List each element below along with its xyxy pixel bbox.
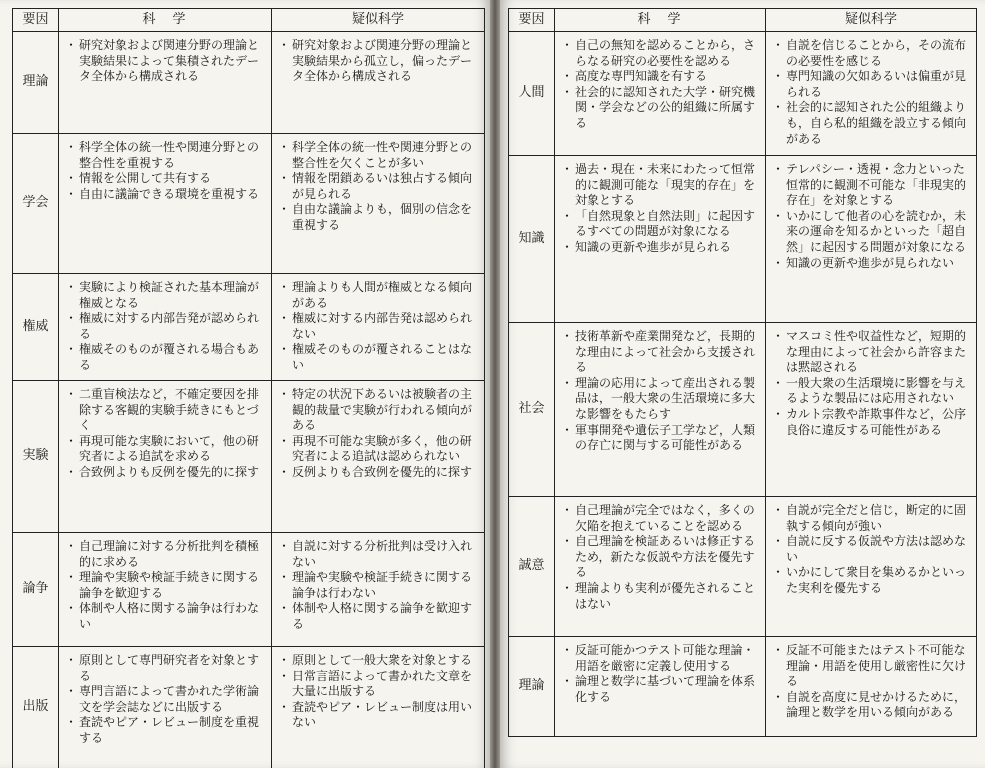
pseudo-science-cell <box>272 274 485 381</box>
bullet-item: ・ 反証可能かつテスト可能な理論・用語を厳密に定義し使用する <box>563 643 759 674</box>
factor-cell: 学会 <box>13 134 59 274</box>
bullet-item: ・ 理論よりも人間が権威となる傾向がある <box>280 280 478 311</box>
bullet-item: ・ 科学全体の統一性や関連分野との整合性を重視する <box>67 140 265 171</box>
bullet-item: ・ 理論よりも実利が優先されることはない <box>563 581 759 612</box>
pseudo-science-cell <box>272 134 485 274</box>
pseudo-science-cell <box>766 156 977 323</box>
table-row <box>13 533 485 647</box>
bullet-item: ・ 理論や実験や検証手続きに関する論争は行わない <box>280 570 478 601</box>
bullet-item: ・ 反証不可能またはテスト不可能な理論・用語を使用し厳密性に欠ける <box>774 643 970 690</box>
factor-cell: 実験 <box>13 381 59 533</box>
bullet-list <box>280 280 478 374</box>
science-cell <box>59 274 272 381</box>
bullet-item: ・ 体制や人格に関する論争は行わない <box>67 601 265 632</box>
bullet-item: ・ 再現可能な実験において，他の研究者による追試を求める <box>67 434 265 465</box>
bullet-item: ・ 再現不可能な実験が多く，他の研究者による追試は認められない <box>280 434 478 465</box>
bullet-item: ・ 合致例よりも反例を優先的に探す <box>67 465 265 481</box>
bullet-list <box>774 162 970 271</box>
header-factor: 要因 <box>509 9 555 32</box>
science-cell <box>59 647 272 768</box>
science-cell <box>59 533 272 647</box>
bullet-item: ・ 自己理論に対する分析批判を積極的に求める <box>67 539 265 570</box>
table-header-row <box>509 9 977 32</box>
bullet-item: ・ 知識の更新や進歩が見られる <box>563 240 759 256</box>
header-science: 科 学 <box>555 9 766 32</box>
bullet-item: ・ 研究対象および関連分野の理論と実験結果によって集積されたデータ全体から構成される <box>67 38 265 85</box>
bullet-list <box>67 539 265 633</box>
bullet-list <box>280 387 478 481</box>
pseudo-science-cell <box>766 637 977 737</box>
bullet-list <box>774 329 970 438</box>
bullet-list <box>67 387 265 481</box>
science-cell <box>555 32 766 156</box>
bullet-item: ・ 過去・現在・未来にわたって恒常的に観測可能な「現実的存在」を対象とする <box>563 162 759 209</box>
bullet-item: ・ 自己理論を検証あるいは修正するため，新たな仮説や方法を優先する <box>563 534 759 581</box>
table-row <box>509 156 977 323</box>
factor-cell: 誠意 <box>509 497 555 637</box>
bullet-item: ・ いかにして衆目を集めるかといった実利を優先する <box>774 565 970 596</box>
bullet-list <box>774 643 970 721</box>
bullet-item: ・ 技術革新や産業開発など，長期的な理由によって社会から支援される <box>563 329 759 376</box>
pseudo-science-cell <box>272 381 485 533</box>
bullet-item: ・ 自説を高度に見せかけるために，論理と数学を用いる傾向がある <box>774 690 970 721</box>
bullet-item: ・ 反例よりも合致例を優先的に探す <box>280 465 478 481</box>
science-cell <box>555 637 766 737</box>
bullet-item: ・ 軍事開発や遺伝子工学など，人類の存亡に関与する可能性がある <box>563 423 759 454</box>
bullet-item: ・ いかにして他者の心を読むか，未来の運命を知るかといった「超自然」に起因する問題が対象になる <box>774 209 970 256</box>
bullet-item: ・ 科学全体の統一性や関連分野との整合性を欠くことが多い <box>280 140 478 171</box>
bullet-list <box>280 140 478 234</box>
table-row <box>13 32 485 134</box>
bullet-item: ・ マスコミ性や収益性など，短期的な理由によって社会から許容または黙認される <box>774 329 970 376</box>
factor-cell: 出版 <box>13 647 59 768</box>
science-cell <box>59 32 272 134</box>
science-cell <box>555 497 766 637</box>
table-row <box>13 381 485 533</box>
bullet-list <box>774 38 970 147</box>
bullet-list <box>67 280 265 374</box>
bullet-item: ・ 実験により検証された基本理論が権威となる <box>67 280 265 311</box>
bullet-list <box>563 643 759 705</box>
bullet-item: ・ 情報を公開して共有する <box>67 171 265 187</box>
bullet-item: ・ 体制や人格に関する論争を歓迎する <box>280 601 478 632</box>
pseudo-science-cell <box>766 32 977 156</box>
bullet-list <box>563 162 759 256</box>
bullet-item: ・ 自説に反する仮説や方法は認めない <box>774 534 970 565</box>
table-row <box>13 134 485 274</box>
right-page <box>500 0 985 768</box>
bullet-item: ・ 自由な議論よりも，個別の信念を重視する <box>280 202 478 233</box>
book-gutter <box>490 0 500 768</box>
bullet-item: ・ カルト宗教や詐欺事件など，公序良俗に違反する可能性がある <box>774 407 970 438</box>
table-header-row <box>13 9 485 32</box>
table-row <box>13 274 485 381</box>
science-cell <box>555 323 766 497</box>
pseudo-science-cell <box>272 647 485 768</box>
bullet-item: ・ 自説に対する分析批判は受け入れない <box>280 539 478 570</box>
table-row <box>13 647 485 768</box>
bullet-list <box>280 38 478 85</box>
bullet-item: ・ 権威そのものが覆される場合もある <box>67 342 265 373</box>
bullet-item: ・ 理論や実験や検証手続きに関する論争を歓迎する <box>67 570 265 601</box>
pseudo-science-cell <box>272 32 485 134</box>
factor-cell: 知識 <box>509 156 555 323</box>
pseudo-science-cell <box>766 323 977 497</box>
bullet-item: ・ 社会的に認知された大学・研究機関・学会などの公的組織に所属する <box>563 85 759 132</box>
bullet-item: ・ 原則として専門研究者を対象とする <box>67 653 265 684</box>
factor-cell: 社会 <box>509 323 555 497</box>
table-row <box>509 497 977 637</box>
bullet-list <box>67 38 265 85</box>
table-body-right <box>509 32 977 737</box>
bullet-item: ・ 専門言語によって書かれた学術論文を学会誌などに出版する <box>67 684 265 715</box>
bullet-list <box>563 329 759 454</box>
header-science: 科 学 <box>59 9 272 32</box>
bullet-item: ・ 原則として一般大衆を対象とする <box>280 653 478 669</box>
comparison-table-left <box>12 8 485 768</box>
factor-cell: 権威 <box>13 274 59 381</box>
pseudo-science-cell <box>272 533 485 647</box>
table-row <box>509 32 977 156</box>
bullet-item: ・ 自己の無知を認めることから，さらなる研究の必要性を認める <box>563 38 759 69</box>
factor-cell: 論争 <box>13 533 59 647</box>
bullet-item: ・ 知識の更新や進歩が見られない <box>774 256 970 272</box>
bullet-item: ・ 査読やピア・レビュー制度を重視する <box>67 715 265 746</box>
bullet-item: ・ 自説が完全だと信じ，断定的に固執する傾向が強い <box>774 503 970 534</box>
bullet-list <box>280 653 478 731</box>
bullet-list <box>563 503 759 612</box>
bullet-item: ・ 自己理論が完全ではなく，多くの欠陥を抱えていることを認める <box>563 503 759 534</box>
header-pseudo-science: 疑似科学 <box>272 9 485 32</box>
factor-cell: 理論 <box>13 32 59 134</box>
bullet-item: ・ 論理と数学に基づいて理論を体系化する <box>563 674 759 705</box>
header-pseudo-science: 疑似科学 <box>766 9 977 32</box>
bullet-item: ・ 理論の応用によって産出される製品は，一般大衆の生活環境に多大な影響をもたらす <box>563 376 759 423</box>
bullet-item: ・ 情報を閉鎖あるいは独占する傾向が見られる <box>280 171 478 202</box>
bullet-list <box>774 503 970 597</box>
bullet-item: ・ 自由に議論できる環境を重視する <box>67 187 265 203</box>
bullet-item: ・ 日常言語によって書かれた文章を大量に出版する <box>280 669 478 700</box>
bullet-list <box>563 38 759 132</box>
left-page <box>0 0 490 768</box>
bullet-list <box>67 653 265 747</box>
table-body-left <box>13 32 485 768</box>
header-factor: 要因 <box>13 9 59 32</box>
pseudo-science-cell <box>766 497 977 637</box>
bullet-item: ・ 社会的に認知された公的組織よりも，自ら私的組織を設立する傾向がある <box>774 100 970 147</box>
bullet-item: ・ 権威そのものが覆されることはない <box>280 342 478 373</box>
science-cell <box>59 381 272 533</box>
bullet-item: ・ 「自然現象と自然法則」に起因するすべての問題が対象になる <box>563 209 759 240</box>
factor-cell: 人間 <box>509 32 555 156</box>
comparison-table-right <box>508 8 977 737</box>
bullet-list <box>67 140 265 202</box>
bullet-item: ・ テレパシー・透視・念力といった恒常的に観測不可能な「非現実的存在」を対象とする <box>774 162 970 209</box>
bullet-item: ・ 査読やピア・レビュー制度は用いない <box>280 700 478 731</box>
factor-cell: 理論 <box>509 637 555 737</box>
bullet-item: ・ 一般大衆の生活環境に影響を与えるような製品には応用されない <box>774 376 970 407</box>
bullet-item: ・ 研究対象および関連分野の理論と実験結果から孤立し，偏ったデータ全体から構成される <box>280 38 478 85</box>
table-row <box>509 637 977 737</box>
bullet-item: ・ 権威に対する内部告発が認められる <box>67 311 265 342</box>
science-cell <box>555 156 766 323</box>
table-row <box>509 323 977 497</box>
bullet-item: ・ 権威に対する内部告発は認められない <box>280 311 478 342</box>
bullet-item: ・ 専門知識の欠如あるいは偏重が見られる <box>774 69 970 100</box>
science-cell <box>59 134 272 274</box>
bullet-item: ・ 高度な専門知識を有する <box>563 69 759 85</box>
bullet-item: ・ 二重盲検法など，不確定要因を排除する客観的実験手続きにもとづく <box>67 387 265 434</box>
bullet-item: ・ 自説を信じることから，その流布の必要性を感じる <box>774 38 970 69</box>
bullet-item: ・ 特定の状況下あるいは被験者の主観的裁量で実験が行われる傾向がある <box>280 387 478 434</box>
bullet-list <box>280 539 478 633</box>
